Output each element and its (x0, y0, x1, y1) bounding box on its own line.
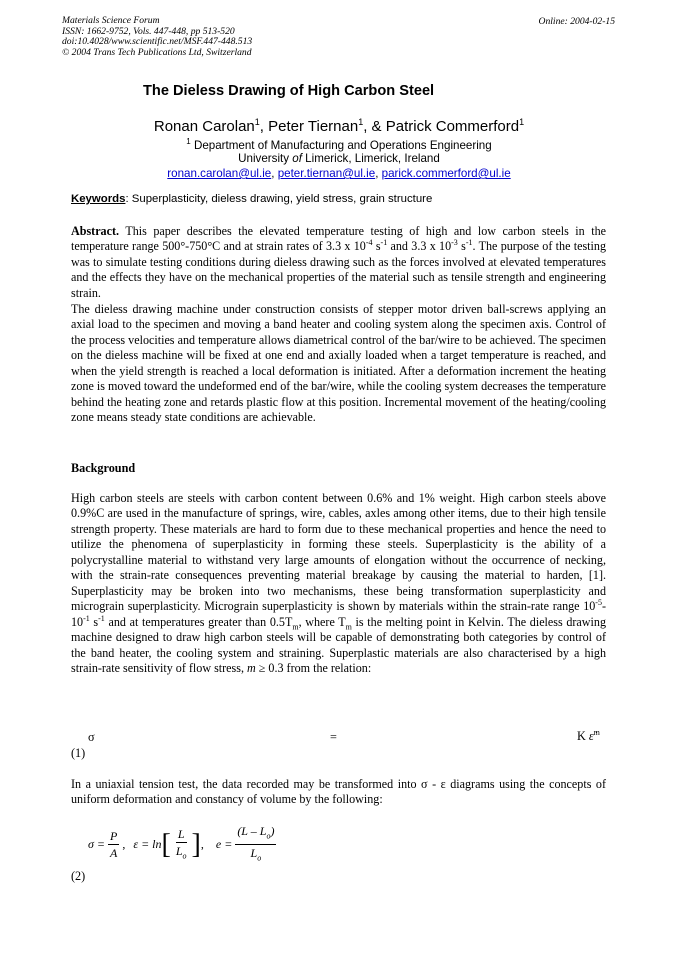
email-list (0, 167, 678, 180)
equation-2 (88, 823, 279, 867)
abstract-text: This paper describes the elevated temperature testing of high and low carbon steels in the temperature range 500°-750°C and at strain rates of 3.3 x 10 (71, 224, 606, 254)
eq-epsilon: ε = ln (133, 837, 162, 852)
subscript: m (345, 622, 352, 632)
variable-m: m (247, 660, 256, 675)
subscript: m (292, 622, 299, 632)
eq-e: e = (215, 837, 233, 852)
fraction-p-over-a (108, 828, 119, 861)
journal-header (62, 16, 252, 58)
equation-2-number: (2) (71, 869, 86, 883)
keywords-colon: : (125, 193, 129, 205)
lo-subscript: o (266, 831, 271, 841)
abstract-label: Abstract. (71, 224, 120, 238)
issn-line: ISSN: 1662-9752, Vols. 447-448, pp 513-520 (62, 25, 235, 37)
equation-1-lhs: σ (88, 730, 95, 744)
eq-comma: , (122, 837, 126, 852)
body-text: and at temperatures greater than 0.5T (104, 614, 293, 629)
body-text: High carbon steels are steels with carbon content between 0.6% and 1% weight. High carbon steels above 0.9%C are used in the manufacture of springs, wire, cables, axles among other items, due to their high tensile strength property. These materials are hard to form due to these mechanical properties and hence the need to utilize the phenomena of superplasticity in forming these steels. Superplasticity is the ability of a polycrystalline material to withstand very large amounts of elongation without the occurrence of necking, with the strain-rate consequences preventing material breakage by causing the material to harden, [1]. Superplasticity may be broken into two mechanisms, these being transformation superplasticity and micrograin superplasticity. Micrograin superplasticity is shown by materials within the strain-rate range 10 (71, 491, 606, 614)
affiliation-university (0, 152, 678, 165)
abstract-text: and 3.3 x 10 (387, 239, 452, 254)
journal-name: Materials Science Forum (62, 15, 160, 26)
body-text: ≥ 0.3 from the relation: (255, 660, 372, 675)
equation-1-number: (1) (71, 746, 86, 760)
exponent: -5 (595, 598, 602, 608)
abstract-paragraph (71, 224, 606, 301)
lo-base: L (250, 846, 258, 861)
numerator-l: L (177, 826, 185, 841)
exponent: -1 (83, 613, 90, 623)
university-suffix: Limerick, Limerick, Ireland (301, 152, 440, 165)
author-affil-mark: 1 (254, 117, 260, 127)
keywords-text: Superplasticity, dieless drawing, yield stress, grain structure (128, 193, 433, 205)
strain-rate-symbol: ε̇ (588, 729, 594, 744)
numerator-delta-l (235, 823, 276, 845)
paren-close: ) (270, 824, 275, 838)
email-separator: , (271, 167, 278, 180)
exponent: -3 (451, 238, 458, 248)
delta-l-text: (L – L (237, 824, 267, 838)
constant-k: K (577, 729, 586, 744)
exponent: -1 (465, 238, 473, 248)
lo-subscript: o (182, 851, 187, 861)
uniaxial-paragraph: In a uniaxial tension test, the data recorded may be transformed into σ - ε diagrams using the concepts of uniform deformation and constancy of volume by the following: (71, 777, 606, 807)
online-date: Online: 2004-02-15 (538, 16, 615, 27)
author-name: Patrick Commerford (385, 118, 520, 135)
denominator-a: A (110, 846, 118, 861)
exponent: -4 (365, 238, 373, 248)
background-paragraph (71, 491, 606, 676)
author-affil-mark: 1 (519, 117, 525, 127)
email-link[interactable]: ronan.carolan@ul.ie (167, 167, 272, 180)
affiliation-department (0, 137, 678, 152)
numerator-p: P (110, 829, 118, 844)
fraction-l-over-lo (174, 826, 189, 864)
section-heading-background: Background (71, 461, 136, 475)
lo-base: L (175, 843, 183, 858)
body-text: s (89, 614, 99, 629)
keywords-label: Keywords (71, 193, 126, 205)
author-affil-mark: 1 (358, 117, 364, 127)
fraction-elongation (235, 823, 276, 867)
email-link[interactable]: peter.tiernan@ul.ie (277, 167, 376, 180)
abstract-paragraph-2: The dieless drawing machine under construction consists of stepper motor driven ball-screws applying an axial load to the specimen and moving a band heater and cooling system along the specimen axis. Control of the process velocities and temperature allows diametrical control of the bar/wire to be achieved. The specimen on the dieless machine will be fixed at one end and axially loaded when a target temperature is reached, and when the yield strength is reached a local deformation is initiated. After a deformation increment the heating zone is moved toward the undeformed end of the bar/wire, while the cooling system decreases the temperature behind the heating zone and retards plastic flow at this position. Incremental movement of the heating/cooling zone means steady state conditions are achievable. (71, 302, 606, 425)
exponent: -1 (380, 238, 388, 248)
eq-sigma: σ = (88, 837, 106, 852)
equation-1-equals: = (330, 730, 337, 744)
author-separator: , (259, 118, 269, 135)
denominator-lo (249, 845, 264, 866)
department-name: Department of Manufacturing and Operations Engineering (193, 138, 492, 152)
author-name: Ronan Carolan (153, 118, 255, 135)
author-name: Peter Tiernan (268, 118, 359, 135)
eq-comma: , (200, 837, 204, 852)
right-bracket: ] (191, 828, 201, 860)
email-separator: , (375, 167, 382, 180)
body-text: , where T (298, 614, 346, 629)
university-of: of (292, 152, 302, 165)
equation-1-rhs (577, 728, 600, 744)
copyright-line: © 2004 Trans Tech Publications Ltd, Switzerland (62, 46, 252, 58)
lo-subscript: o (257, 853, 262, 863)
affil-mark: 1 (186, 137, 191, 146)
body-text: is the melting point in Kelvin. The dieless drawing machine designed to draw high carbon steels will be capable of demonstrating both categories by control of the band heater, the cooling system and straining. Superplastic materials are also characterised by a high strain-rate sensitivity of flow stress, (71, 614, 606, 675)
denominator-lo (174, 843, 189, 864)
doi-line: doi:10.4028/www.scientific.net/MSF.447-448.513 (62, 36, 253, 48)
paper-title: The Dieless Drawing of High Carbon Steel (143, 83, 435, 99)
email-link[interactable]: parick.commerford@ul.ie (381, 167, 511, 180)
abstract-text: . The purpose of the testing was to simulate testing conditions during dieless drawing such as the forces involved at elevated temperatures and the effects they have on the mechanical properties of the material such as tensile strength and engineering strain. (71, 239, 606, 300)
abstract-text: s (372, 239, 381, 254)
abstract-text: s (457, 239, 466, 254)
left-bracket: [ (161, 828, 171, 860)
university-prefix: University (238, 152, 293, 165)
body-text: -10 (71, 599, 606, 629)
exponent: -1 (98, 613, 105, 623)
keywords (71, 193, 432, 205)
author-list (0, 117, 678, 135)
author-separator: , & (363, 118, 386, 135)
exponent-m: m (593, 728, 600, 737)
